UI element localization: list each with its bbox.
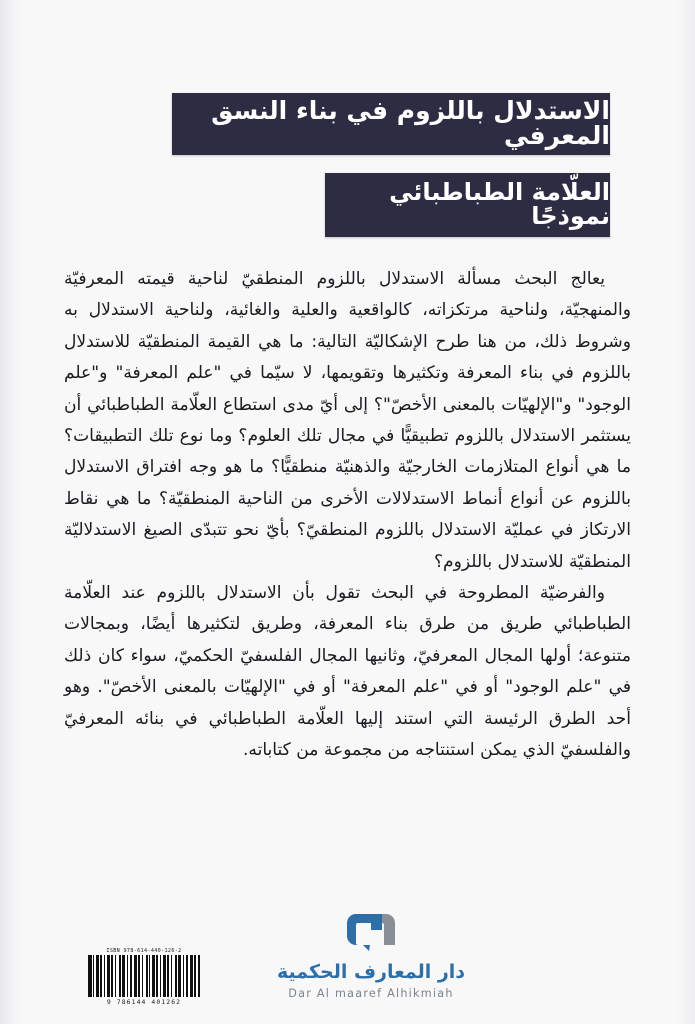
barcode-bars-graphic xyxy=(88,955,200,997)
blurb-paragraph-1: يعالج البحث مسألة الاستدلال باللزوم المنطقيّ لناحية قيمته المعرفيّة والمنهجيّة، ولناحية مرتكزاته، كالواقعية والعلية والغائية، ولناحية الاستدلال به وشروط ذلك، من هنا طرح الإشكاليّة التالية: ما هي القيمة المنطقيّة للاستدلال باللزوم في بناء المعرفة وتكثيرها وتقويمها، لا سيّما في "علم المعرفة" و"علم الوجود" و"الإلهيّات بالمعنى الأخصّ"؟ إلى أيّ مدى استطاع العلّامة الطباطبائي أن يستثمر الاستدلال باللزوم تطبيقيًّا في مجال تلك العلوم؟ وما نوع تلك التطبيقات؟ ما هي أنواع المتلازمات الخارجيّة والذهنيّة منطقيًّا؟ ما هو وجه افتراق الاستدلال باللزوم عن أنواع أنماط الاستدلالات الأخرى من الناحية المنطقيّة؟ ما هي نقاط الارتكاز في عمليّة الاستدلال باللزوم المنطقيّ؟ بأيّ نحو تتبدّى الصيغ الاستدلاليّة المنطقيّة للاستدلال باللزوم؟ xyxy=(64,269,631,572)
publisher-name-latin: Dar Al maaref Alhikmiah xyxy=(288,987,454,1000)
publisher-block xyxy=(246,912,496,1000)
blurb-text-block xyxy=(64,264,631,767)
cover-footer xyxy=(0,906,695,1016)
isbn-number-label: ISBN 978-614-440-126-2 xyxy=(106,948,182,954)
book-title-main: الاستدلال باللزوم في بناء النسق المعرفي xyxy=(211,95,610,150)
ean-digits-label: 9 786144 401262 xyxy=(106,998,182,1006)
blurb-paragraph-2: والفرضيّة المطروحة في البحث تقول بأن الاستدلال باللزوم عند العلّامة الطباطبائي طريق من طرق بناء المعرفة، وطريق لتكثيرها أيضًا، وبمجالات متنوعة؛ أولها المجال المعرفيّ، وثانيها المجال الفلسفيّ الحكميّ، سواء كان ذلك في "علم الوجود" أو في "علم المعرفة" أو في "الإلهيّات بالمعنى الأخصّ". وهو أحد الطرق الرئيسة التي استند إليها العلّامة الطباطبائي في بنائه المعرفيّ والفلسفيّ الذي يمكن استنتاجه من مجموعة من كتاباته. xyxy=(64,583,631,761)
book-title-subtitle: العلّامة الطباطبائي نموذجًا xyxy=(389,177,610,230)
title-banner-subtitle xyxy=(325,173,610,237)
isbn-barcode xyxy=(88,948,200,1006)
publisher-name-arabic: دار المعارف الحكمية xyxy=(276,961,466,984)
publisher-logo-icon xyxy=(345,912,397,956)
title-banner-main xyxy=(172,93,610,155)
